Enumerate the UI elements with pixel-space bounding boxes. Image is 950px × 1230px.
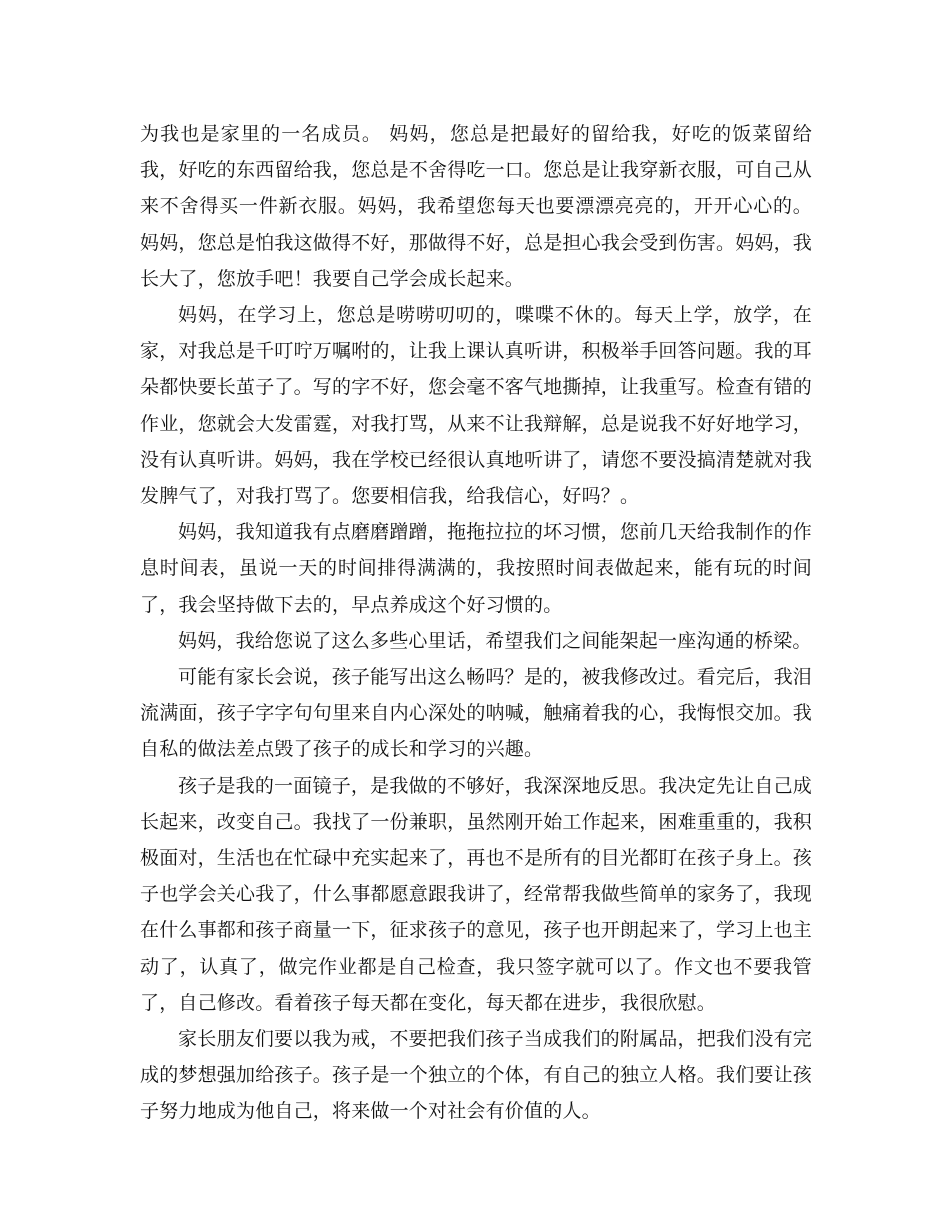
paragraph-4: 妈妈，我给您说了这么多些心里话，希望我们之间能架起一座沟通的桥梁。: [178, 629, 812, 652]
document-body: [140, 116, 812, 1130]
paragraph-5: 可能有家长会说，孩子能写出这么畅吗？是的，被我修改过。看完后，我泪流满面，孩子字字句句里来自内心深处的呐喊，触痛着我的心，我悔恨交加。我自私的做法差点毁了孩子的成长和学习的兴趣。: [140, 666, 813, 761]
paragraph-6: 孩子是我的一面镜子，是我做的不够好，我深深地反思。我决定先让自己成长起来，改变自己。我找了一份兼职，虽然刚开始工作起来，困难重重的，我积极面对，生活也在忙碌中充实起来了，再也不是所有的目光都盯在孩子身上。孩子也学会关心我了，什么事都愿意跟我讲了，经常帮我做些简单的家务了，我现在什么事都和孩子商量一下，征求孩子的意见，孩子也开朗起来了，学习上也主动了，认真了，做完作业都是自己检查，我只签字就可以了。作文也不要我管了，自己修改。看着孩子每天都在变化，每天都在进步，我很欣慰。: [140, 774, 813, 1014]
paragraph-3: 妈妈，我知道我有点磨磨蹭蹭，拖拖拉拉的坏习惯，您前几天给我制作的作息时间表，虽说一天的时间排得满满的，我按照时间表做起来，能有玩的时间了，我会坚持做下去的，早点养成这个好习惯的。: [140, 521, 812, 616]
paragraph-1: 为我也是家里的一名成员。 妈妈，您总是把最好的留给我，好吃的饭菜留给我，好吃的东西留给我，您总是不舍得吃一口。您总是让我穿新衣服，可自己从来不舍得买一件新衣服。妈妈，我希望您每天也要漂漂亮亮的，开开心心的。 妈妈，您总是怕我这做得不好，那做得不好，总是担心我会受到伤害。妈妈，我长大了，您放手吧！我要自己学会成长起来。: [140, 123, 813, 290]
paragraph-7: 家长朋友们要以我为戒，不要把我们孩子当成我们的附属品，把我们没有完成的梦想强加给孩子。孩子是一个独立的个体，有自己的独立人格。我们要让孩子努力地成为他自己，将来做一个对社会有价值的人。: [140, 1028, 813, 1123]
paragraph-2: 妈妈，在学习上，您总是唠唠叨叨的，喋喋不休的。每天上学，放学，在家，对我总是千叮咛万嘱咐的，让我上课认真听讲，积极举手回答问题。我的耳朵都快要长茧子了。写的字不好，您会毫不客气地撕掉，让我重写。检查有错的作业，您就会大发雷霆，对我打骂，从来不让我辩解，总是说我不好好地学习，没有认真听讲。妈妈，我在学校已经很认真地听讲了，请您不要没搞清楚就对我发脾气了，对我打骂了。您要相信我，给我信心，好吗？。: [140, 304, 813, 508]
